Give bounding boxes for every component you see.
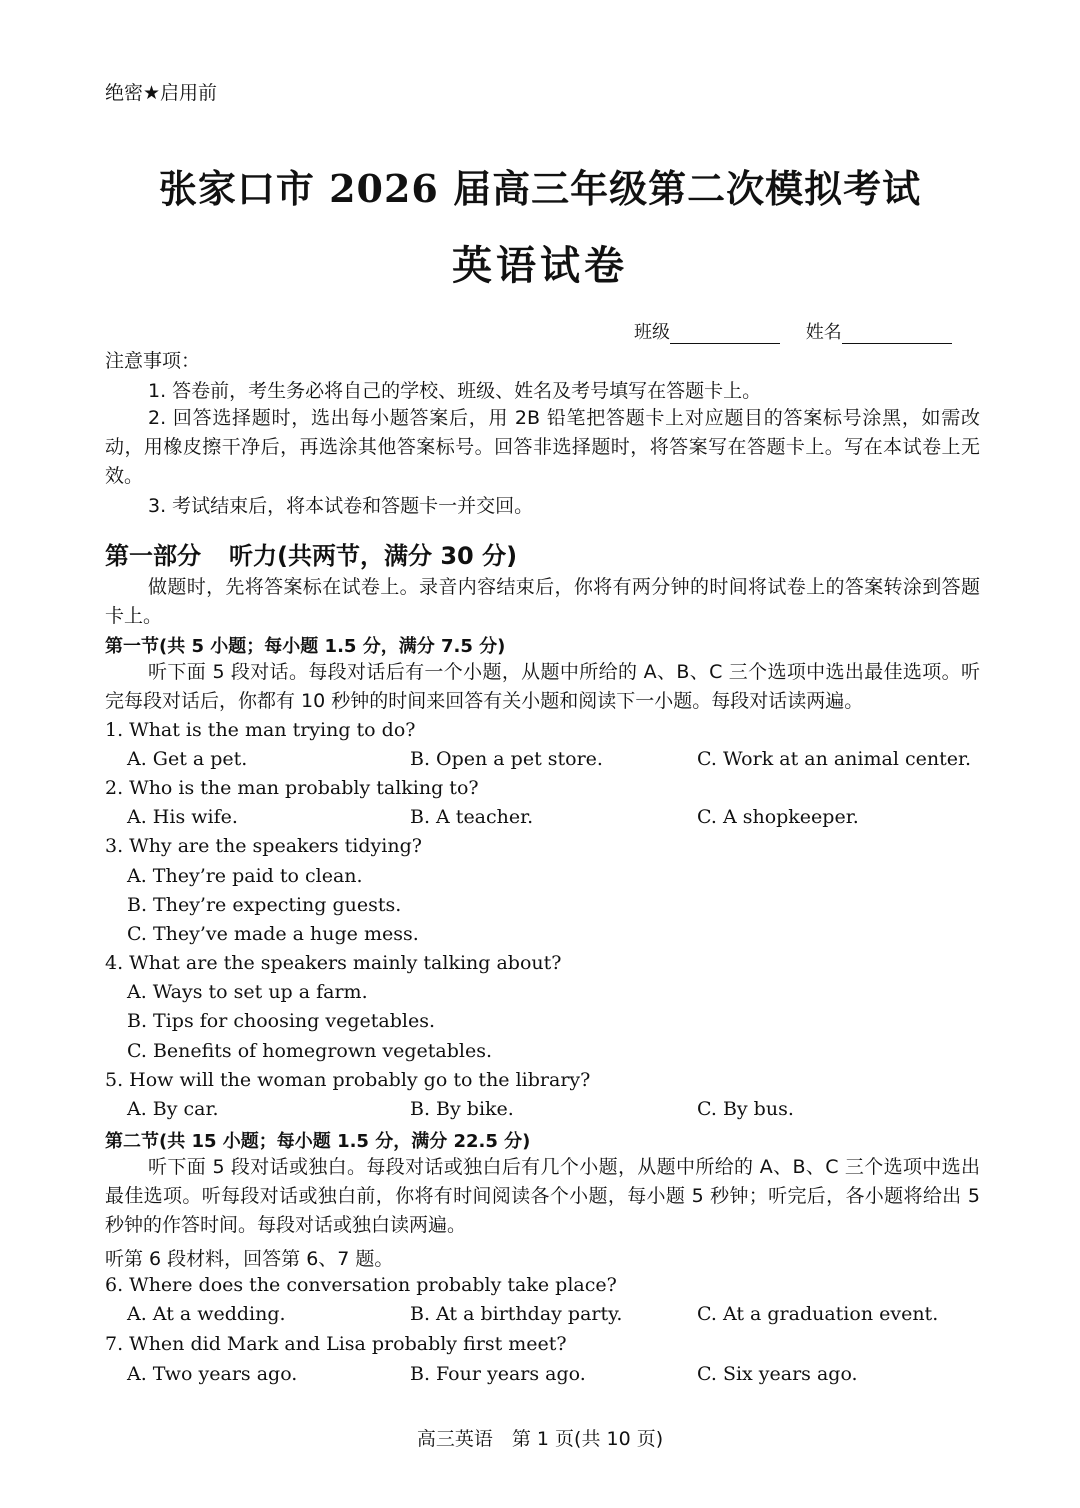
question-3-option-c: C. They’ve made a huge mess.	[127, 923, 419, 945]
question-5-option-c: C. By bus.	[697, 1098, 794, 1120]
question-2-option-b: B. A teacher.	[410, 806, 534, 828]
question-5-option-b: B. By bike.	[410, 1098, 514, 1120]
part1-title	[105, 536, 517, 571]
notice-item-1: 1. 答卷前，考生务必将自己的学校、班级、姓名及考号填写在答题卡上。	[148, 380, 762, 402]
question-3-option-a: A. They’re paid to clean.	[127, 865, 363, 887]
question-7-option-c: C. Six years ago.	[697, 1363, 858, 1385]
name-blank	[842, 323, 952, 344]
class-label: 班级	[634, 322, 670, 343]
student-info-fields	[634, 318, 952, 344]
section1-intro: 听下面 5 段对话。每段对话后有一个小题，从题中所给的 A、B、C 三个选项中选出最佳选项。听完每段对话后，你都有 10 秒钟的时间来回答有关小题和阅读下一小题。每段对话读两遍。	[105, 661, 980, 712]
part1-title-left: 第一部分	[105, 542, 201, 570]
question-4-stem: 4. What are the speakers mainly talking about?	[105, 952, 562, 974]
question-2-option-c: C. A shopkeeper.	[697, 806, 859, 828]
material-6-instruction: 听第 6 段材料，回答第 6、7 题。	[105, 1248, 394, 1270]
question-5-option-a: A. By car.	[127, 1098, 219, 1120]
question-6-option-c: C. At a graduation event.	[697, 1303, 939, 1325]
question-1-stem: 1. What is the man trying to do?	[105, 719, 416, 741]
question-5-stem: 5. How will the woman probably go to the library?	[105, 1069, 591, 1091]
question-4-option-b: B. Tips for choosing vegetables.	[127, 1010, 435, 1032]
notice-item-2: 2. 回答选择题时，选出每小题答案后，用 2B 铅笔把答题卡上对应题目的答案标号涂黑，如需改动，用橡皮擦干净后，再选涂其他答案标号。回答非选择题时，将答案写在答题卡上。写在本试卷上无效。	[105, 407, 980, 487]
question-7-option-a: A. Two years ago.	[127, 1363, 298, 1385]
question-4-option-a: A. Ways to set up a farm.	[127, 981, 368, 1003]
question-6-option-b: B. At a birthday party.	[410, 1303, 623, 1325]
confidential-label: 绝密★启用前	[105, 82, 218, 104]
page-footer: 高三英语 第 1 页(共 10 页)	[416, 1428, 664, 1450]
question-3-stem: 3. Why are the speakers tidying?	[105, 835, 422, 857]
notice-item-3: 3. 考试结束后，将本试卷和答题卡一并交回。	[148, 495, 534, 517]
question-7-option-b: B. Four years ago.	[410, 1363, 586, 1385]
part1-intro: 做题时，先将答案标在试卷上。录音内容结束后，你将有两分钟的时间将试卷上的答案转涂到答题卡上。	[105, 576, 980, 627]
exam-subtitle: 英语试卷	[452, 242, 628, 289]
question-6-option-a: A. At a wedding.	[127, 1303, 286, 1325]
section1-title: 第一节(共 5 小题；每小题 1.5 分，满分 7.5 分)	[105, 636, 506, 657]
question-1-option-c: C. Work at an animal center.	[697, 748, 971, 770]
part1-title-right: 听力(共两节，满分 30 分)	[229, 542, 518, 570]
question-1-option-a: A. Get a pet.	[127, 748, 248, 770]
class-blank	[670, 323, 780, 344]
question-4-option-c: C. Benefits of homegrown vegetables.	[127, 1040, 493, 1062]
question-2-stem: 2. Who is the man probably talking to?	[105, 777, 479, 799]
question-7-stem: 7. When did Mark and Lisa probably first meet?	[105, 1333, 567, 1355]
section2-title: 第二节(共 15 小题；每小题 1.5 分，满分 22.5 分)	[105, 1131, 531, 1152]
section2-intro: 听下面 5 段对话或独白。每段对话或独白后有几个小题，从题中所给的 A、B、C 三个选项中选出最佳选项。听每段对话或独白前，你将有时间阅读各个小题，每小题 5 秒钟；听完后，各小题将给出 5 秒钟的作答时间。每段对话或独白读两遍。	[105, 1156, 980, 1236]
name-label: 姓名	[805, 322, 842, 343]
notice-heading: 注意事项：	[105, 350, 201, 372]
question-1-option-b: B. Open a pet store.	[410, 748, 603, 770]
question-6-stem: 6. Where does the conversation probably take place?	[105, 1274, 617, 1296]
question-2-option-a: A. His wife.	[127, 806, 238, 828]
question-3-option-b: B. They’re expecting guests.	[127, 894, 402, 916]
exam-title: 张家口市 2026 届高三年级第二次模拟考试	[158, 166, 922, 211]
